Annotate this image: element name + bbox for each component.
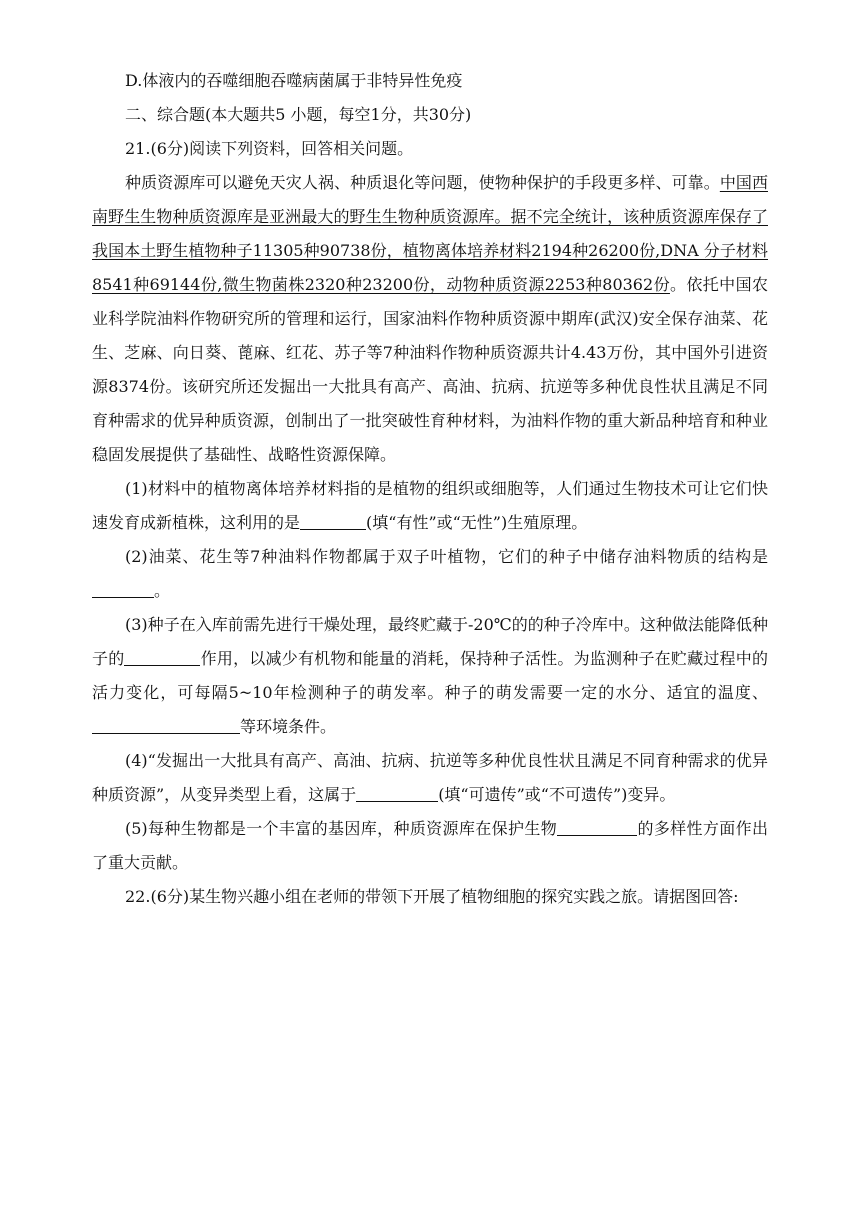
q21-heading: 21.(6分)阅读下列资料，回答相关问题。 <box>125 139 414 158</box>
q21-subquestion-1: (1)材料中的植物离体培养材料指的是植物的组织或细胞等，人们通过生物技术可让它们快速发育成新植株，这利用的是 (填“有性”或“无性”)生殖原理。 <box>92 479 768 532</box>
q21-subquestion-2: (2)油菜、花生等7种油料作物都属于双子叶植物，它们的种子中储存油料物质的结构是。 <box>92 540 768 608</box>
q20-option-d: D.体液内的吞噬细胞吞噬病菌属于非特异性免疫 <box>125 71 463 90</box>
document-content <box>92 64 768 914</box>
q21-passage <box>92 166 768 472</box>
q21-passage-intro: 种质资源库可以避免天灾人祸、种质退化等问题，使物种保护的手段更多样、可靠。 <box>125 173 720 192</box>
answer-blank-5[interactable] <box>356 783 438 802</box>
answer-blank-1[interactable] <box>300 511 366 530</box>
q22-heading: 22.(6分)某生物兴趣小组在老师的带领下开展了植物细胞的探究实践之旅。请据图回答: <box>125 887 739 906</box>
q21-passage-underlined: 中国西南野生生物种质资源库是亚洲最大的野生生物种质资源库。据不完全统计，该种质资源库保存了我国本土野生植物种子11305种90738份，植物离体培养材料2194种26200份,DNA 分子材料8541种69144份,微生物菌株2320种23200份，动物种质资源2253种80362份 <box>92 173 768 294</box>
q21-subquestion-3: (3)种子在入库前需先进行干燥处理，最终贮藏于-20℃的的种子冷库中。这种做法能降低种子的 作用，以减少有机物和能量的消耗，保持种子活性。为监测种子在贮藏过程中的活力变化，可每隔5~10年检测种子的萌发率。种子的萌发需要一定的水分、适宜的温度、等环境条件。 <box>92 615 768 736</box>
answer-blank-3[interactable] <box>124 647 200 666</box>
q21-subquestion-4: (4)“发掘出一大批具有高产、高油、抗病、抗逆等多种优良性状且满足不同育种需求的优异种质资源”，从变异类型上看，这属于 (填“可遗传”或“不可遗传”)变异。 <box>92 751 768 804</box>
answer-blank-2[interactable] <box>92 579 154 598</box>
section-title: 二、综合题(本大题共5 小题，每空1分，共30分) <box>125 105 472 124</box>
answer-blank-4[interactable] <box>92 715 240 734</box>
answer-blank-6[interactable] <box>557 817 637 836</box>
q21-passage-rest: 。依托中国农业科学院油料作物研究所的管理和运行，国家油料作物种质资源中期库(武汉)安全保存油菜、花生、芝麻、向日葵、蓖麻、红花、苏子等7种油料作物种质资源共计4.43万份，其中国外引进资源8374份。该研究所还发掘出一大批具有高产、高油、抗病、抗逆等多种优良性状且满足不同育种需求的优异种质资源，创制出了一批突破性育种材料，为油料作物的重大新品种培育和种业稳固发展提供了基础性、战略性资源保障。 <box>92 275 768 464</box>
q21-subquestion-5: (5)每种生物都是一个丰富的基因库，种质资源库在保护生物 的多样性方面作出了重大贡献。 <box>92 819 768 872</box>
